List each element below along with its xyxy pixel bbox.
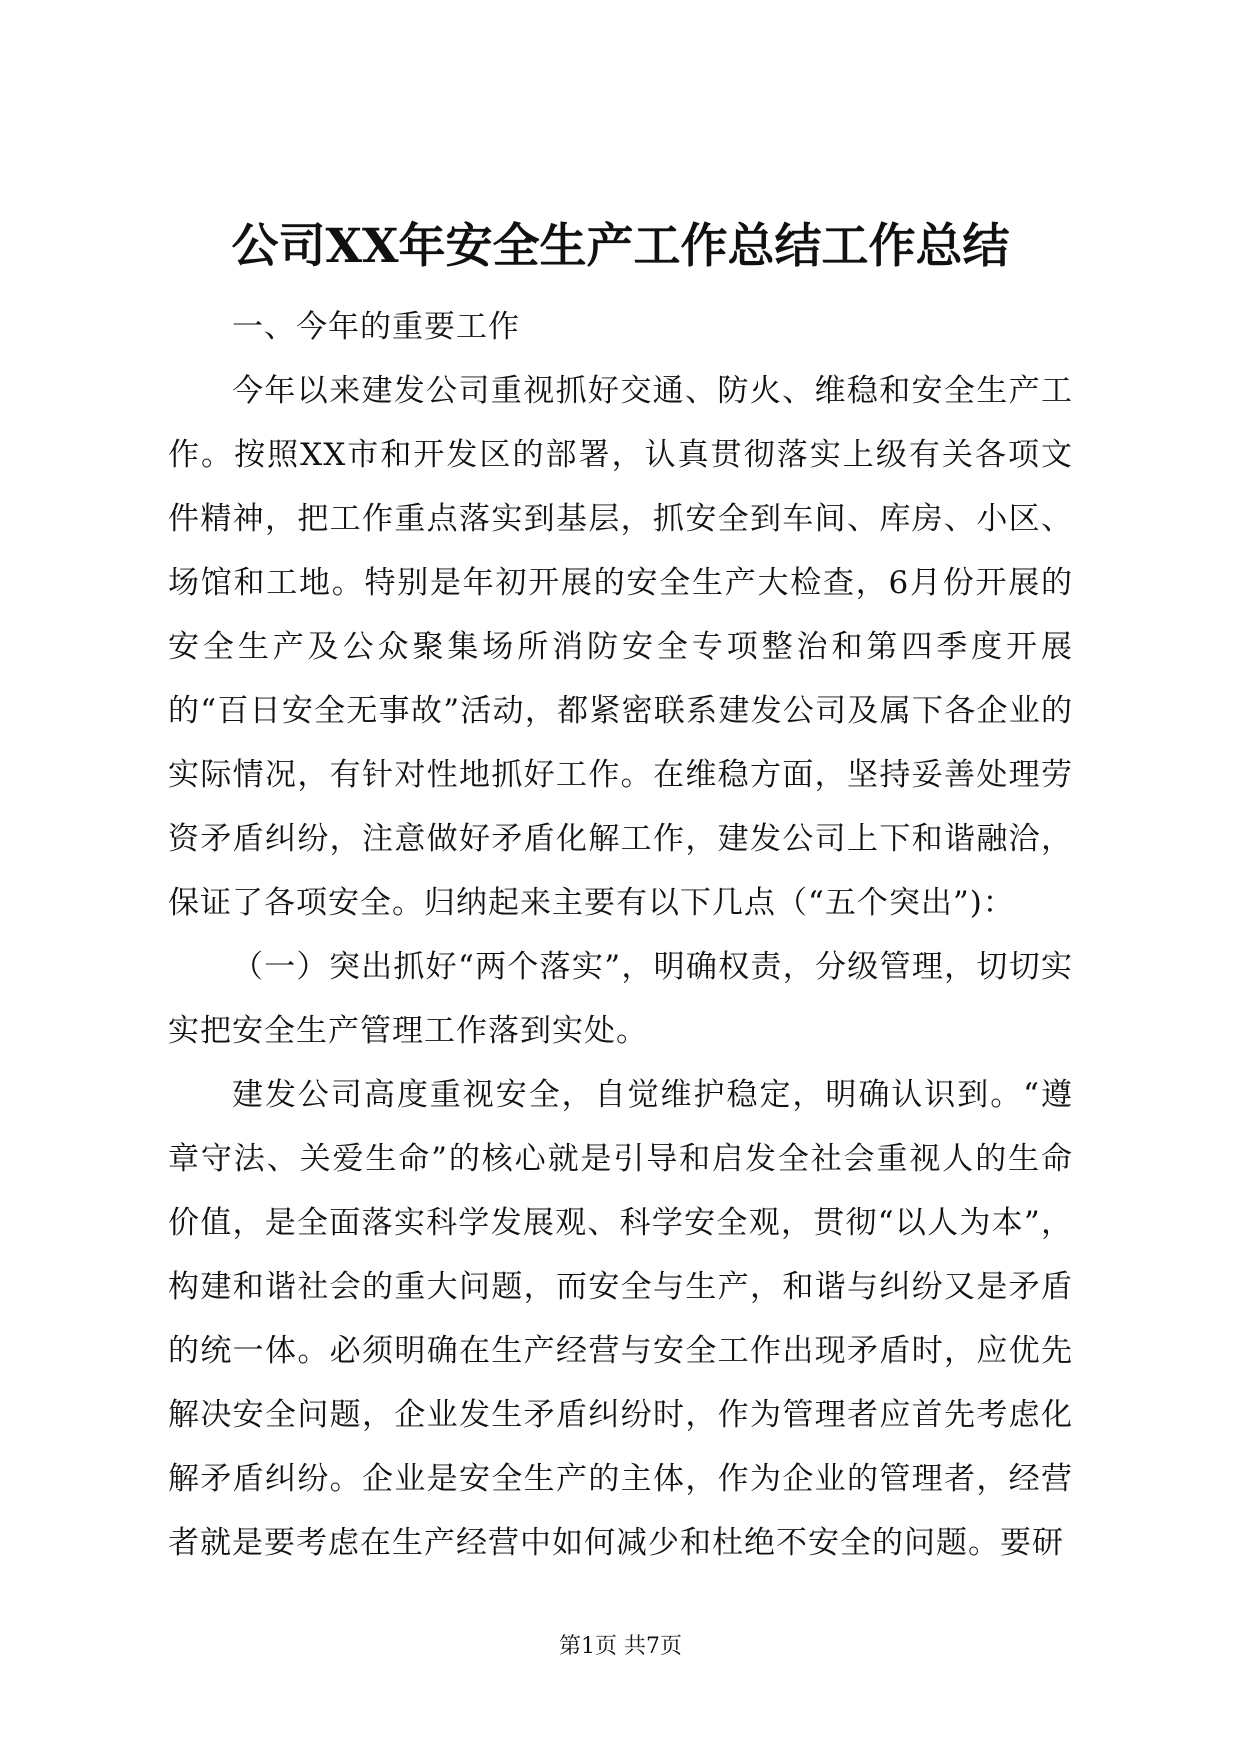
body-paragraph: 建发公司高度重视安全，自觉维护稳定，明确认识到。“遵章守法、关爱生命”的核心就是引导和启发全社会重视人的生命价值，是全面落实科学发展观、科学安全观，贯彻“以人为本”，构建和谐社会的重大问题，而安全与生产，和谐与纠纷又是矛盾的统一体。必须明确在生产经营与安全工作出现矛盾时，应优先解决安全问题，企业发生矛盾纠纷时，作为管理者应首先考虑化解矛盾纠纷。企业是安全生产的主体，作为企业的管理者，经营者就是要考虑在生产经营中如何减少和杜绝不安全的问题。要研 <box>168 1077 1073 1561</box>
subsection-heading: （一）突出抓好“两个落实”，明确权责，分级管理，切切实实把安全生产管理工作落到实处。 <box>168 949 1073 1049</box>
page-number-footer: 第1页 共7页 <box>559 1634 682 1659</box>
section-heading: 一、今年的重要工作 <box>232 309 520 345</box>
body-paragraph: 今年以来建发公司重视抓好交通、防火、维稳和安全生产工作。按照XX市和开发区的部署，认真贯彻落实上级有关各项文件精神，把工作重点落实到基层，抓安全到车间、库房、小区、场馆和工地。特别是年初开展的安全生产大检查，6月份开展的安全生产及公众聚集场所消防安全专项整治和第四季度开展的“百日安全无事故”活动，都紧密联系建发公司及属下各企业的实际情况，有针对性地抓好工作。在维稳方面，坚持妥善处理劳资矛盾纠纷，注意做好矛盾化解工作，建发公司上下和谐融洽，保证了各项安全。归纳起来主要有以下几点（“五个突出”)： <box>168 373 1073 921</box>
document-body <box>168 295 1073 1575</box>
document-title: 公司XX年安全生产工作总结工作总结 <box>231 219 1010 274</box>
